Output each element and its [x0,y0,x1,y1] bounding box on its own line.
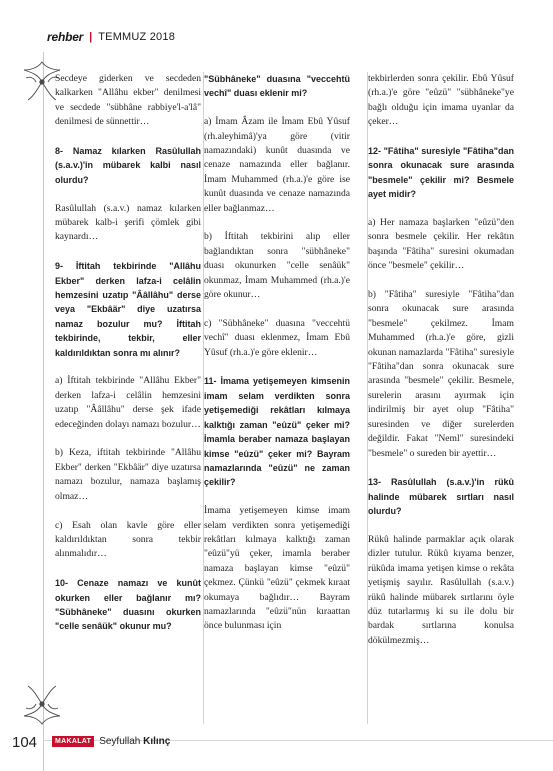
question-heading: 10- Cenaze namazı ve kunût okurken eller bağlanır mı? "Sübhâneke" duasını okurken "celle senâük" okunur mu? [55,578,201,632]
answer-paragraph: b) "Fâtiha" suresiyle "Fâtiha"dan sonra okunacak sure arasında "besmele" çekilmez. İmam Muhammed (rh.a.)'e göre, gizli okunan namazlarda "Fâtiha" suresiyle "Fâtiha"dan sonra okunacak sure arasında "besmele" çekilir. Besmele, surelerin arasını ayırmak için indirilmiş bir ayet olup "Fâtiha" suresinden ve diğer surelerden değildir. Fakat "Neml" suresindeki "besmele" o sureden bir ayettir… [368,289,514,459]
text-column-2 [204,72,350,648]
magazine-logo: rehber [47,30,84,44]
answer-paragraph: a) İmam Âzam ile İmam Ebû Yûsuf (rh.aleyhimâ)'ya göre (vitir namazındaki) kunût duasında ve cenaze namazında eller bağlanır. İmam Muhammed (rh.a.)'e göre ise kunût duasında ve cenaze namazında eller bağlanmaz… [204,116,350,214]
answer-paragraph: b) İftitah tekbirini alıp eller bağlandıktan sonra "sübhâneke" duası okunurken "celle senâük" okunmaz, İmam Muhammed (rh.a.)'e göre okunur… [204,231,350,301]
question-heading: 13- Rasûlullah (s.a.v.)'in rükû halinde mübarek sırtları nasıl olurdu? [368,477,514,517]
text-column-1 [55,72,201,648]
answer-paragraph: tekbirlerden sonra çekilir. Ebû Yûsuf (rh.a.)'e göre "eûzü" "sübhâneke"ye bağlı olduğu için imama uyanlar da çeker… [368,73,514,128]
answer-paragraph: c) Esah olan kavle göre eller kaldırıldıktan sonra tekbir alınmalıdır… [55,519,201,560]
answer-paragraph: b) Keza, iftitah tekbirinde "Allâhu Ekber" derken "Ekbâär" diye uzatırsa namazı bozulur, namaza başlamış olmaz… [55,447,201,502]
text-column-3 [368,72,514,663]
question-heading: 11- İmama yetişemeyen kimsenin imam selam verdikten sonra yetişemediği rekâtları kılmaya kalktığı zaman "eûzü" çeker mi? İmamla beraber namaza başlayan kimse "eûzü" çeker mi? Bayram namazlarında "eûzü" ne zaman çekilir? [204,376,350,488]
answer-paragraph: Rükû halinde parmaklar açık olarak dizler tutulur. Rükû kıyama benzer, rükûda imama yetişen kimse o rekâta yetişmiş sayılır. Rasûlullah (s.a.v.) rükû halinde mübarek sırtlarını öyle düz tutarlarmış ki su ile dolu bir bardak sırtlarına konulsa dökülmezmiş… [368,533,514,646]
corner-ornament-bottom-icon [18,680,66,728]
question-heading: 12- "Fâtiha" suresiyle "Fâtiha"dan sonra okunacak sure arasında "besmele" çekilir mi? Besmele ayet midir? [368,146,514,200]
author-first-name: Seyfullah [99,736,141,747]
header-separator: | [89,31,93,43]
author-name [99,736,170,747]
page-footer [52,736,170,747]
answer-paragraph: Rasûlullah (s.a.v.) namaz kılarken mübarek kalb-i şerifi çömlek gibi kaynardı… [55,202,201,243]
page-number: 104 [12,734,38,751]
question-heading: 8- Namaz kılarken Rasûlullah (s.a.v.)'in mübarek kalbi nasıl olurdu? [55,146,201,185]
category-badge: MAKALAT [52,736,94,747]
answer-paragraph: a) Her namaza başlarken "eûzü"den sonra besmele çekilir. Her rekâtın başında "Fâtiha" suresini okumadan önce "besmele" çekilir… [368,217,514,272]
answer-paragraph: Secdeye giderken ve secdeden kalkarken "Allâhu ekber" denilmesi ve secdede "sübhâne rabbiye'l-a'lâ" denilmesi de sünnettir… [55,73,201,128]
answer-paragraph: c) "Sübhâneke" duasına "veccehtü vechî" duası eklenmez, İmam Ebû Yûsuf (rh.a.)'e göre eklenir… [204,317,350,358]
question-heading: 9- İftitah tekbirinde "Allâhu Ekber" derken lafza-i celâlin hemzesini uzatıp "Ââllâhu" derse veya "Ekbâär" diye uzatırsa namaz bozulur mu? İftitah tekbirinde, tekbir, eller kaldırıldıktan sonra mı alınır? [55,261,201,358]
issue-date: TEMMUZ 2018 [98,31,176,43]
answer-paragraph: İmama yetişemeyen kimse imam selam verdikten sonra yetişemediği rekâtları kılmaya kalktığı zaman "eûzü"yü çeker, imamla beraber namaza başlayan kimse "eûzü" çekmez. Çünkü "eûzü" çekmek kıraat okumaya bağlıdır… Bayram namazlarında "eûzü"nün kıraattan önce bulunması için [204,505,350,632]
margin-rule [43,52,44,771]
answer-paragraph: a) İftitah tekbirinde "Allâhu Ekber" derken lafza-i celâlin hemzesini uzatıp "Ââllâhu" derse şek ifade edeceğinden dolayı namazı bozulur… [55,375,201,430]
page-header [47,30,175,44]
question-heading: "Sübhâneke" duasına "veccehtü vechî" duası eklenir mi? [204,74,350,99]
author-last-name: Kılınç [143,736,171,747]
